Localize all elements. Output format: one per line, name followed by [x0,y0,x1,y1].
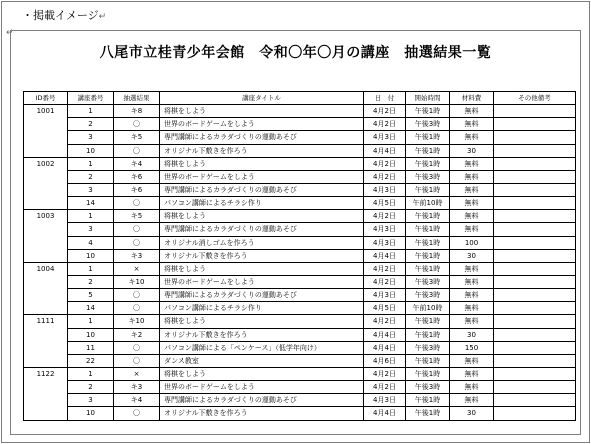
id-number-cell: 1004 [24,262,68,315]
table-cell: 午後3時 [406,341,450,354]
table-cell: 4月2日 [364,210,406,223]
table-cell: 2 [68,381,114,394]
table-cell: 〇 [114,236,160,249]
table-cell: 午後1時 [406,105,450,118]
table-cell: 無料 [450,381,494,394]
table-cell [494,105,576,118]
id-group [24,157,576,210]
table-cell: 世界のボードゲームをしよう [160,118,364,131]
table-cell [494,407,576,420]
table-cell: 無料 [450,223,494,236]
table-cell: 無料 [450,289,494,302]
table-cell: 4月2日 [364,275,406,288]
table-cell: キ5 [114,131,160,144]
table-cell: 午後1時 [406,354,450,367]
table-cell: 22 [68,354,114,367]
table-cell: × [114,262,160,275]
column-header: 抽選結果 [114,92,160,105]
table-cell: 30 [450,407,494,420]
table-cell: 1 [68,105,114,118]
table-row [24,328,576,341]
table-cell: 無料 [450,315,494,328]
table-cell: オリジナル下敷きを作ろう [160,249,364,262]
id-number-cell: 1001 [24,105,68,158]
table-cell: 4月3日 [364,223,406,236]
table-cell: 〇 [114,354,160,367]
id-number-cell: 1003 [24,210,68,263]
table-cell [494,157,576,170]
table-cell: キ3 [114,381,160,394]
table-cell: 4月4日 [364,144,406,157]
table-cell: キ4 [114,394,160,407]
table-cell: 1 [68,210,114,223]
table-row [24,210,576,223]
table-cell: キ8 [114,105,160,118]
results-table [23,91,576,421]
table-cell: 4月3日 [364,289,406,302]
table-cell: 無料 [450,275,494,288]
table-cell: 1 [68,262,114,275]
table-cell: 4月4日 [364,328,406,341]
table-row [24,354,576,367]
table-cell: キ5 [114,210,160,223]
table-cell: 100 [450,236,494,249]
table-cell: 150 [450,341,494,354]
table-cell [494,118,576,131]
table-header [24,92,576,105]
table-cell: 午後1時 [406,210,450,223]
table-cell: 午後3時 [406,275,450,288]
table-cell: 午前10時 [406,197,450,210]
paragraph-mark: ↵ [98,12,107,22]
table-cell: オリジナル下敷きを作ろう [160,407,364,420]
table-cell: 午後1時 [406,315,450,328]
table-cell: 午後1時 [406,144,450,157]
table-cell: 将棋をしよう [160,210,364,223]
id-group [24,367,576,420]
column-header: 講座タイトル [160,92,364,105]
table-cell: 30 [450,144,494,157]
table-cell: 将棋をしよう [160,105,364,118]
table-cell: オリジナル下敷きを作ろう [160,328,364,341]
table-row [24,341,576,354]
table-cell: 4月2日 [364,170,406,183]
table-cell: キ3 [114,249,160,262]
table-cell: 無料 [450,131,494,144]
table-cell: 〇 [114,223,160,236]
table-cell: 無料 [450,118,494,131]
table-row [24,315,576,328]
table-cell: 11 [68,341,114,354]
table-cell: 無料 [450,302,494,315]
table-cell [494,341,576,354]
table-row [24,367,576,380]
table-cell: 世界のボードゲームをしよう [160,275,364,288]
column-header: 日 付 [364,92,406,105]
id-number-cell: 1002 [24,157,68,210]
column-header: その他備考 [494,92,576,105]
table-cell [494,394,576,407]
table-cell: 14 [68,197,114,210]
table-cell: 〇 [114,302,160,315]
table-cell [494,249,576,262]
table-cell [494,197,576,210]
table-row [24,170,576,183]
table-cell: 無料 [450,262,494,275]
table-row [24,262,576,275]
table-row [24,236,576,249]
table-cell: 〇 [114,407,160,420]
table-cell [494,315,576,328]
table-cell [494,131,576,144]
table-cell: 将棋をしよう [160,315,364,328]
table-cell: 無料 [450,183,494,196]
table-cell: 4月3日 [364,131,406,144]
table-cell: 午後1時 [406,131,450,144]
table-row [24,302,576,315]
table-cell [494,289,576,302]
table-cell: 無料 [450,170,494,183]
table-cell: 3 [68,131,114,144]
table-cell: 午前10時 [406,302,450,315]
column-header: ID番号 [24,92,68,105]
table-cell [494,275,576,288]
table-cell: 3 [68,223,114,236]
table-cell: パソコン講師によるチラシ作り [160,302,364,315]
id-group [24,315,576,368]
table-cell: 5 [68,289,114,302]
table-cell: 午後1時 [406,157,450,170]
table-cell [494,354,576,367]
table-cell: 30 [450,328,494,341]
table-cell: 10 [68,249,114,262]
table-cell [494,381,576,394]
table-cell: パソコン講師によるチラシ作り [160,197,364,210]
column-header: 講座番号 [68,92,114,105]
table-cell: オリジナル下敷きを作ろう [160,144,364,157]
table-cell: 無料 [450,394,494,407]
table-cell [494,302,576,315]
table-cell: 3 [68,394,114,407]
table-row [24,157,576,170]
table-cell: 午後1時 [406,407,450,420]
table-cell [494,236,576,249]
table-cell [494,144,576,157]
table-cell: パソコン講師による「ペンケース」（低学年向け） [160,341,364,354]
table-cell: ダンス教室 [160,354,364,367]
table-cell: 午後1時 [406,236,450,249]
table-row [24,197,576,210]
table-cell: 午後1時 [406,367,450,380]
table-cell [494,367,576,380]
id-number-cell: 1111 [24,315,68,368]
table-cell: 〇 [114,341,160,354]
table-cell: キ2 [114,328,160,341]
table-cell: 4月2日 [364,315,406,328]
table-cell: 〇 [114,118,160,131]
table-cell: × [114,367,160,380]
table-cell: 4月3日 [364,394,406,407]
table-row [24,381,576,394]
table-row [24,394,576,407]
table-cell: 専門講師によるカラダづくりの運動あそび [160,289,364,302]
table-row [24,275,576,288]
table-cell: 午後1時 [406,249,450,262]
table-cell: 4月6日 [364,354,406,367]
table-cell: 専門講師によるカラダづくりの運動あそび [160,394,364,407]
table-cell: 14 [68,302,114,315]
id-group [24,105,576,158]
table-cell: 〇 [114,289,160,302]
table-cell: 4月5日 [364,197,406,210]
table-cell [494,328,576,341]
table-cell [494,223,576,236]
table-cell: 午後3時 [406,118,450,131]
table-cell: 専門講師によるカラダづくりの運動あそび [160,183,364,196]
table-cell: 4月5日 [364,302,406,315]
table-cell [494,210,576,223]
table-cell: 無料 [450,105,494,118]
table-cell: キ10 [114,315,160,328]
table-row [24,105,576,118]
table-cell: 無料 [450,157,494,170]
table-cell: 無料 [450,367,494,380]
table-cell: 無料 [450,210,494,223]
table-cell: オリジナル消しゴムを作ろう [160,236,364,249]
table-cell: 10 [68,144,114,157]
table-cell: 4月2日 [364,367,406,380]
table-cell [494,170,576,183]
id-group [24,262,576,315]
table-cell: 4月4日 [364,341,406,354]
page-title: 八尾市立桂青少年会館 令和〇年〇月の講座 抽選結果一覧 [99,45,492,61]
table-cell: 将棋をしよう [160,157,364,170]
table-cell: 無料 [450,354,494,367]
table-row [24,249,576,262]
table-cell: 4月2日 [364,105,406,118]
table-cell: 4月2日 [364,381,406,394]
table-cell: 4月4日 [364,249,406,262]
column-header: 開始時間 [406,92,450,105]
header-line [22,7,106,23]
table-cell: 専門講師によるカラダづくりの運動あそび [160,223,364,236]
column-header: 材料費 [450,92,494,105]
table-cell: 4月3日 [364,236,406,249]
id-number-cell: 1122 [24,367,68,420]
table-cell: キ4 [114,157,160,170]
table-row [24,407,576,420]
table-row [24,183,576,196]
table-cell: 10 [68,407,114,420]
header-text: ・掲載イメージ [22,9,99,22]
table-cell: 1 [68,315,114,328]
table-cell: 30 [450,249,494,262]
table-cell [494,262,576,275]
table-cell: 世界のボードゲームをしよう [160,170,364,183]
table-row [24,223,576,236]
table-cell: 世界のボードゲームをしよう [160,381,364,394]
table-cell [494,183,576,196]
table-cell: 4月3日 [364,183,406,196]
table-cell: 午後1時 [406,328,450,341]
table-cell: 10 [68,328,114,341]
table-cell: キ6 [114,170,160,183]
table-cell: 午後3時 [406,170,450,183]
table-cell: 1 [68,367,114,380]
table-cell: 午後1時 [406,262,450,275]
table-cell: 午後1時 [406,183,450,196]
table-cell: 4月4日 [364,407,406,420]
table-cell: 4月2日 [364,262,406,275]
table-cell: 4月2日 [364,118,406,131]
table-cell: 午後3時 [406,381,450,394]
table-cell: 4月2日 [364,157,406,170]
table-cell: 午後1時 [406,394,450,407]
table-row [24,289,576,302]
table-row [24,131,576,144]
table-cell: 4 [68,236,114,249]
table-cell: 将棋をしよう [160,367,364,380]
table-cell: 1 [68,157,114,170]
table-cell: 午後3時 [406,289,450,302]
table-cell: 専門講師によるカラダづくりの運動あそび [160,131,364,144]
left-paragraph-mark: ↵ [6,28,14,38]
id-group [24,210,576,263]
table-row [24,118,576,131]
table-cell: 将棋をしよう [160,262,364,275]
table-cell: 無料 [450,197,494,210]
table-cell: 2 [68,118,114,131]
table-cell: 〇 [114,197,160,210]
table-cell: 午後1時 [406,223,450,236]
table-row [24,144,576,157]
table-cell: 2 [68,170,114,183]
table-cell: 3 [68,183,114,196]
table-cell: キ10 [114,275,160,288]
table-cell: 2 [68,275,114,288]
table-cell: 〇 [114,144,160,157]
table-cell: キ6 [114,183,160,196]
